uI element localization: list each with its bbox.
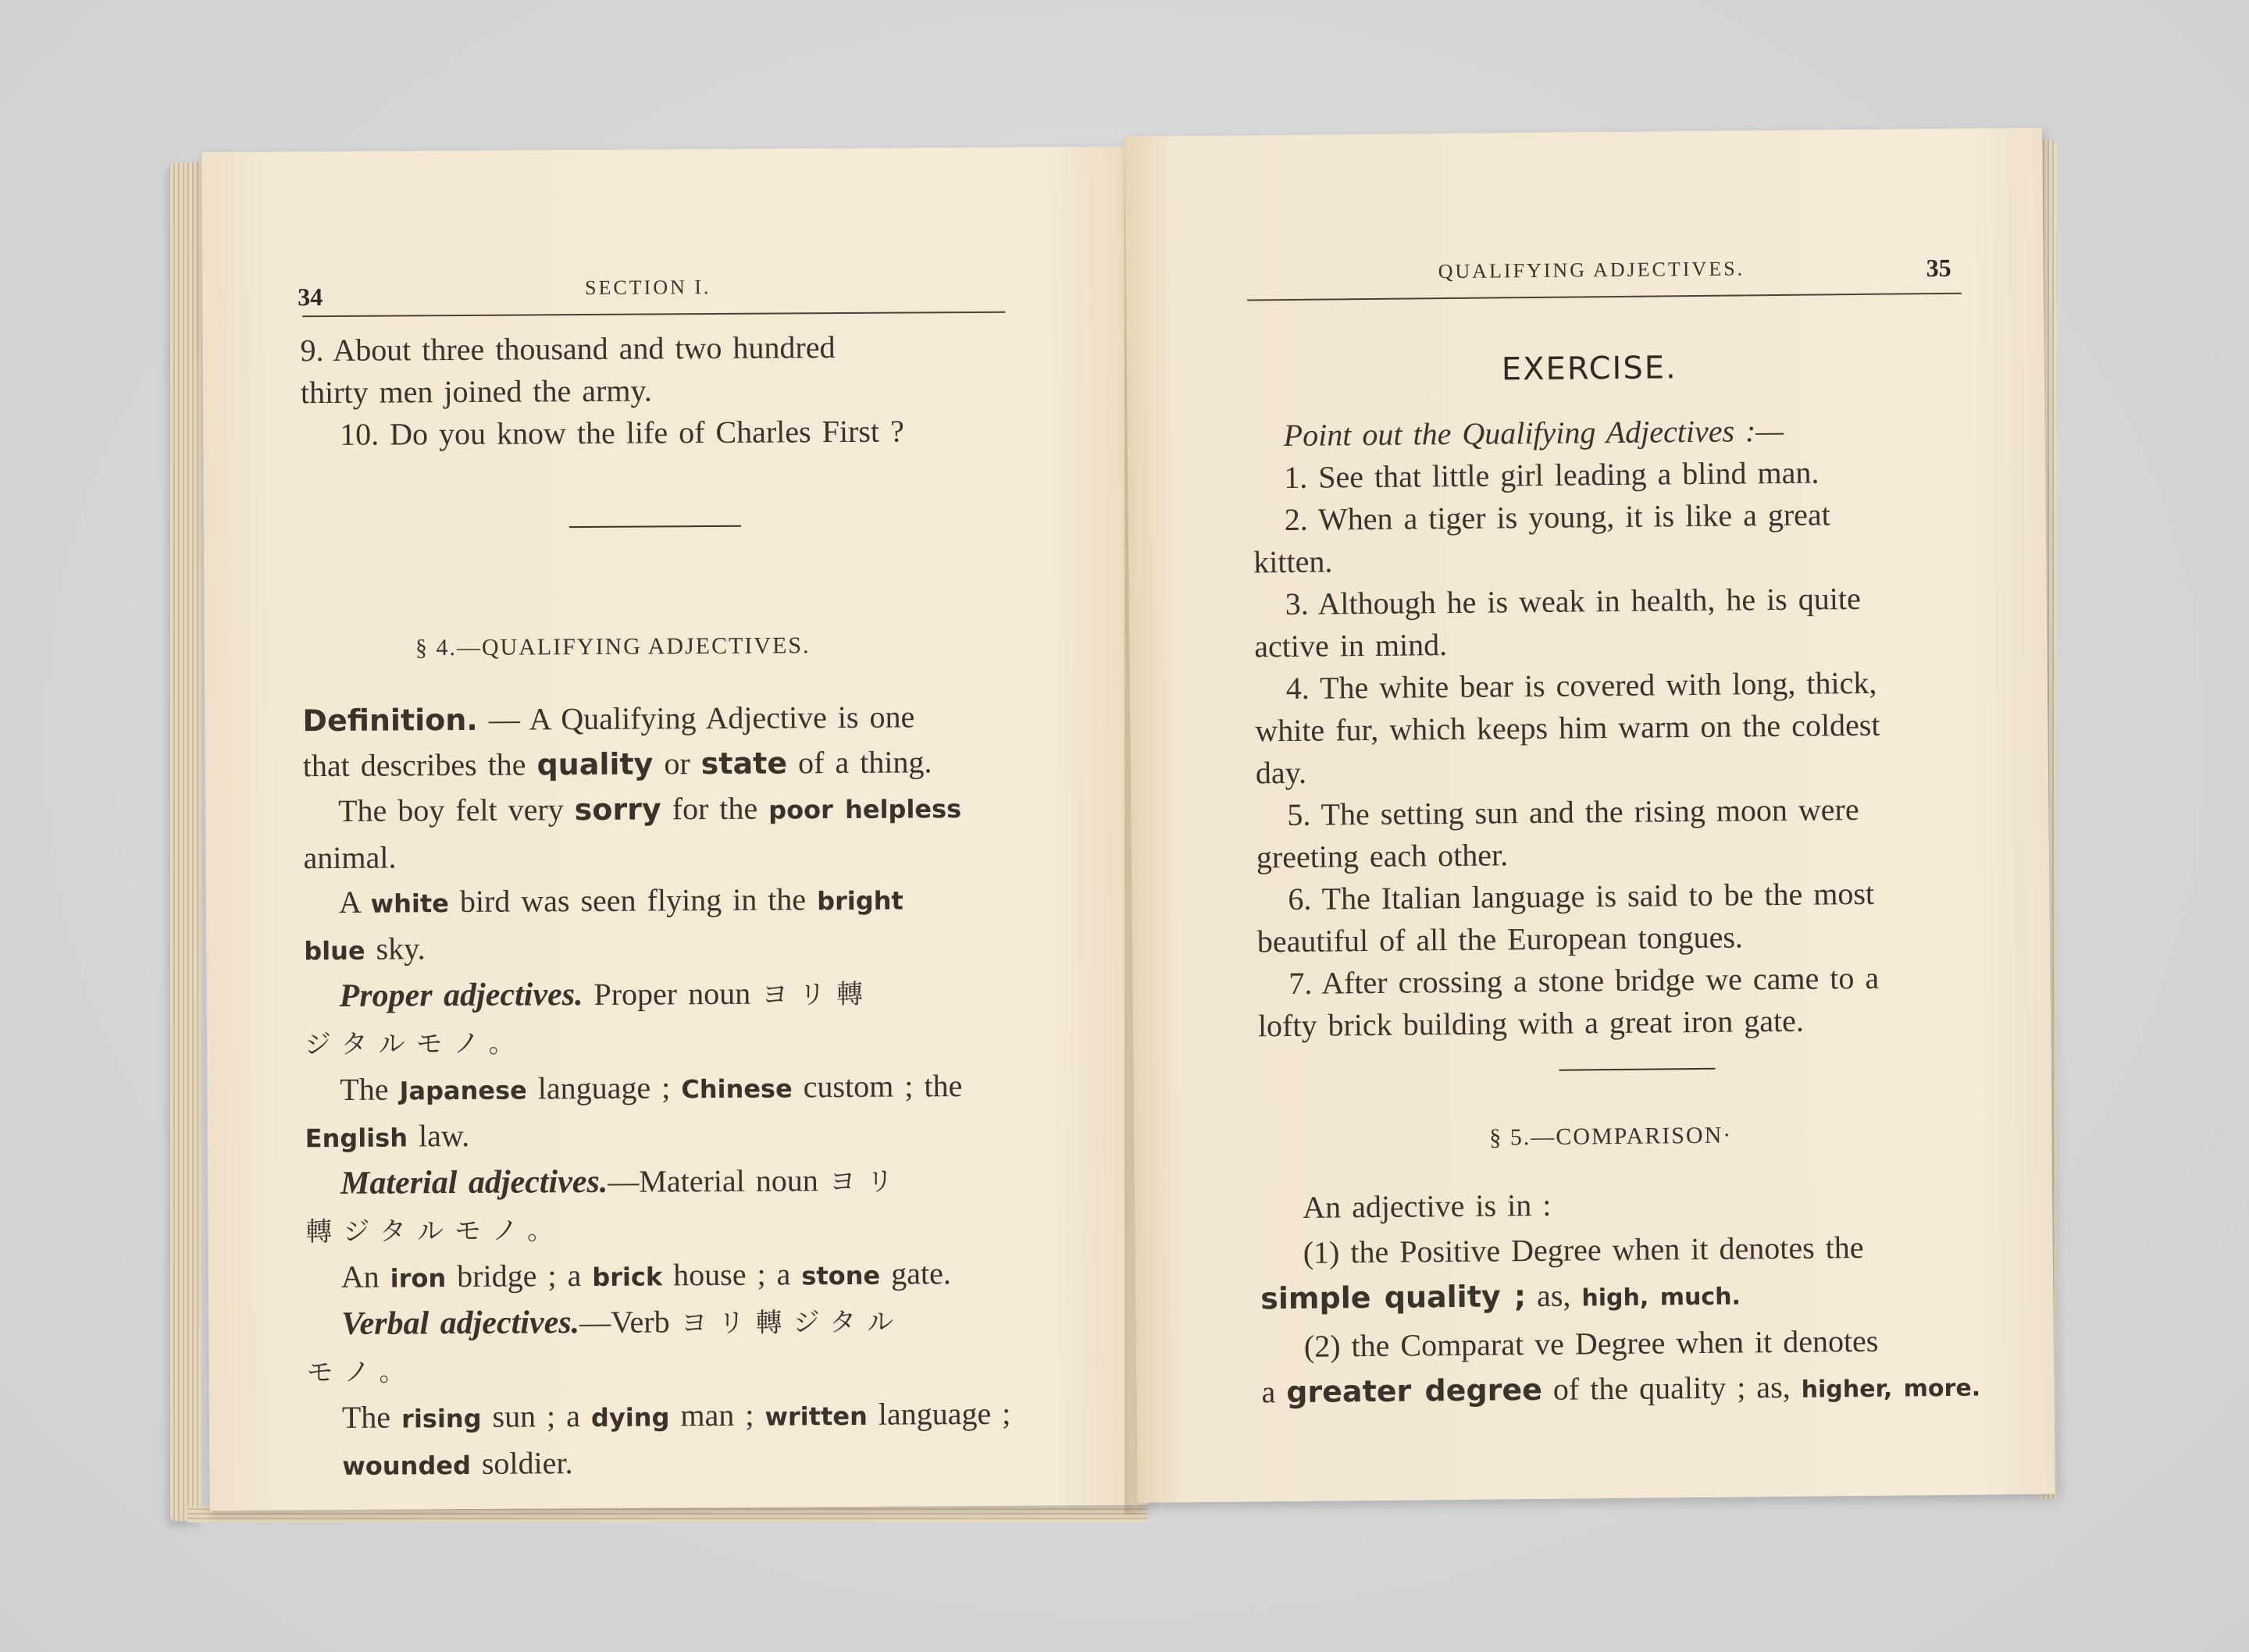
material-ex-brick: brick	[592, 1262, 663, 1292]
running-header: QUALIFYING ADJECTIVES.	[1438, 257, 1745, 283]
verbal-ex-soldier: soldier.	[470, 1445, 573, 1481]
proper-adjectives-label: Proper adjectives.	[339, 977, 583, 1014]
material-ex-text-2: bridge ; a	[446, 1257, 593, 1294]
material-adjectives-label: Material adjectives.	[340, 1163, 608, 1202]
keyword-greater-degree: greater degree	[1286, 1372, 1543, 1410]
comparison-block	[1260, 1178, 1988, 1418]
verbal-ex-wounded: wounded	[342, 1450, 472, 1481]
ex1-text: The boy felt very	[338, 792, 575, 828]
exercise-item-9	[300, 326, 1003, 456]
material-ex-iron: iron	[390, 1263, 447, 1294]
ex2-bright: bright	[817, 885, 904, 917]
positive-degree-line-2	[1260, 1269, 1987, 1324]
ex1-for: for the	[661, 790, 769, 827]
proper-ex-law: law.	[407, 1117, 470, 1154]
material-jp-2: 轉ジタルモノ。	[305, 1215, 565, 1248]
material-adjectives-line-1	[305, 1157, 1032, 1209]
definition-text: — A Qualifying Adjective is one	[477, 699, 915, 737]
exercise-sentence-4-line-2: white fur, which keeps him warm on the coldest	[1255, 707, 1880, 749]
exercise-sentence-5-line-1: 5. The setting sun and the rising moon were	[1287, 792, 1859, 833]
keyword-quality: quality	[536, 746, 654, 782]
material-adjectives-line-2	[305, 1204, 1032, 1255]
positive-examples: high, much.	[1581, 1283, 1741, 1312]
section-heading: § 4.—QUALIFYING ADJECTIVES.	[415, 632, 811, 661]
item-9-line-1: 9. About three thousand and two hundred	[300, 329, 836, 368]
proper-jp-1: ヨリ轉	[761, 978, 875, 1011]
example-1-line-1	[303, 785, 1029, 836]
verbal-ex-rising: rising	[401, 1403, 482, 1434]
header-rule	[1247, 293, 1962, 301]
item-9-line-2: thirty men joined the army.	[300, 372, 652, 411]
exercise-sentence-6-line-1: 6. The Italian language is said to be the most	[1288, 875, 1875, 917]
exercise-sentence-6-line-2: beautiful of all the European tongues.	[1256, 919, 1744, 960]
verbal-ex-text: The	[341, 1399, 402, 1435]
page-number: 35	[1926, 253, 1951, 283]
exercise-sentence-2-line-1: 2. When a tiger is young, it is like a great	[1284, 497, 1831, 538]
ex2-text-2: bird was seen flying in the	[448, 881, 818, 920]
material-ex-stone: stone	[801, 1260, 881, 1291]
proper-adjectives-line-2	[305, 1016, 1031, 1068]
page-stack-left-edge	[170, 162, 201, 1521]
proper-ex-text-2: language ;	[526, 1070, 682, 1106]
exercise-sentence-5-line-2: greeting each other.	[1256, 837, 1509, 875]
exercise-sentence-3-line-1: 3. Although he is weak in health, he is quite	[1285, 580, 1861, 622]
ex2-white: white	[370, 888, 449, 919]
example-2-line-1	[304, 876, 1030, 927]
keyword-simple-quality: simple quality ;	[1260, 1279, 1527, 1316]
material-text: —Material noun	[608, 1162, 829, 1199]
ex1-poor-helpless: poor helpless	[768, 794, 962, 825]
example-2-line-2	[304, 923, 1030, 974]
exercise-title: EXERCISE.	[1501, 350, 1677, 388]
section-heading: § 5.—COMPARISON·	[1489, 1122, 1733, 1151]
verbal-ex-dying: dying	[590, 1402, 670, 1433]
exercise-sentence-2-line-2: kitten.	[1253, 543, 1333, 580]
left-page	[201, 147, 1149, 1511]
verbal-adjectives-line-1	[306, 1298, 1032, 1349]
verbal-example-line-2	[307, 1438, 1033, 1490]
verbal-jp-2: モノ。	[306, 1356, 417, 1389]
proper-ex-text: The	[340, 1071, 400, 1107]
proper-example-line-2	[305, 1110, 1032, 1162]
section-divider	[569, 525, 741, 528]
verbal-ex-written: written	[765, 1401, 868, 1432]
verbal-adjectives-label: Verbal adjectives.	[341, 1305, 580, 1342]
ex2-sky: sky.	[365, 931, 426, 967]
comparative-examples: higher, more.	[1801, 1374, 1981, 1404]
proper-example-line-1	[305, 1063, 1031, 1115]
material-example-line	[306, 1251, 1032, 1302]
exercise-sentence-4-line-3: day.	[1255, 754, 1307, 791]
right-page	[1124, 128, 2055, 1503]
section-divider	[1559, 1068, 1715, 1071]
page-number: 34	[298, 283, 323, 312]
definition-text-3: of a thing.	[786, 744, 932, 781]
material-ex-text-3: house ; a	[662, 1256, 802, 1293]
definition-line-1	[302, 694, 1028, 744]
ex2-blue: blue	[304, 935, 365, 967]
proper-jp-2: ジタルモノ。	[304, 1027, 526, 1061]
example-1-line-2: animal.	[303, 839, 397, 876]
material-ex-text: An	[340, 1259, 390, 1294]
comparison-intro: An adjective is in :	[1302, 1187, 1552, 1225]
verbal-ex-text-2: sun ; a	[481, 1397, 592, 1434]
verbal-text: —Verb	[579, 1304, 681, 1340]
exercise-item-10: 10. Do you know the life of Charles First ?	[340, 413, 904, 452]
material-ex-gate: gate.	[880, 1255, 951, 1291]
exercise-sentence-7-line-1: 7. After crossing a stone bridge we came to a	[1288, 960, 1880, 1002]
definition-text-2: that describes the	[302, 746, 537, 784]
proper-text: Proper noun	[583, 975, 762, 1013]
definition-or: or	[653, 746, 701, 781]
exercise-sentence-1: 1. See that little girl leading a blind man.	[1283, 454, 1820, 496]
proper-ex-chinese: Chinese	[681, 1073, 793, 1105]
comparative-mid: of the quality ; as,	[1542, 1369, 1802, 1407]
header-rule	[302, 312, 1005, 317]
material-jp-1: ヨリ	[829, 1166, 904, 1198]
comparative-degree-line-2	[1261, 1362, 1988, 1418]
definition-label: Definition.	[302, 702, 478, 739]
verbal-ex-text-3: man ;	[669, 1397, 765, 1433]
verbal-example-line-1	[307, 1391, 1033, 1443]
exercise-list	[1252, 408, 1976, 1048]
definition-block	[302, 694, 1033, 1490]
positive-as: as,	[1525, 1277, 1582, 1314]
exercise-sentence-3-line-2: active in mind.	[1254, 627, 1448, 664]
running-header: SECTION I.	[584, 276, 711, 300]
exercise-sentence-4-line-1: 4. The white bear is covered with long, thick,	[1285, 664, 1877, 707]
ex2-text: A	[338, 884, 371, 920]
proper-ex-japanese: Japanese	[399, 1075, 527, 1106]
keyword-state: state	[700, 746, 788, 781]
definition-line-2	[303, 739, 1029, 789]
comparative-degree-line-1: (2) the Comparat ve Degree when it denotes	[1303, 1323, 1879, 1364]
verbal-jp-1: ヨリ轉ジタル	[680, 1306, 905, 1340]
proper-ex-english: English	[305, 1123, 408, 1154]
comparative-a: a	[1261, 1374, 1287, 1410]
positive-degree-line-1: (1) the Positive Degree when it denotes the	[1303, 1229, 1864, 1270]
verbal-ex-language: language ;	[867, 1395, 1011, 1432]
verbal-adjectives-line-2	[306, 1344, 1032, 1396]
ex1-sorry: sorry	[574, 792, 661, 828]
exercise-instruction: Point out the Qualifying Adjectives :—	[1283, 412, 1784, 454]
exercise-sentence-7-line-2: lofty brick building with a great iron gate.	[1257, 1002, 1805, 1044]
proper-adjectives-line-1	[304, 970, 1030, 1021]
proper-ex-text-3: custom ; the	[792, 1068, 963, 1105]
